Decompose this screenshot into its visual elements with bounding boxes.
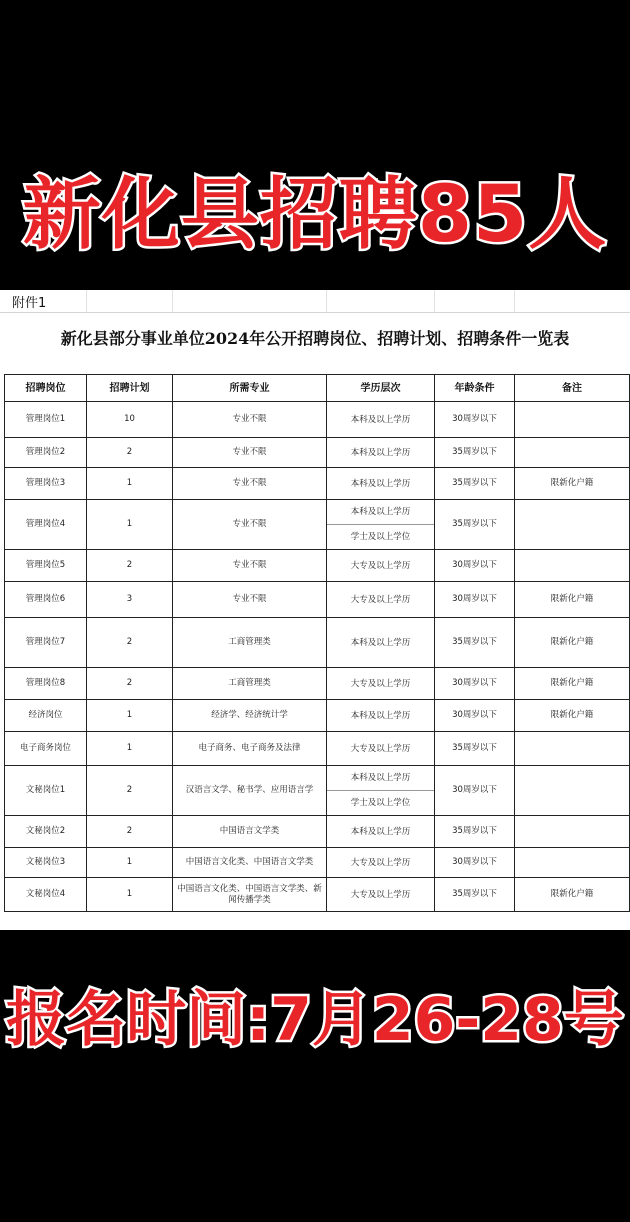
cell-note: 限新化户籍 xyxy=(515,468,630,500)
cell-age: 30周岁以下 xyxy=(435,766,515,816)
cell-post: 管理岗位3 xyxy=(5,468,87,500)
header-age: 年龄条件 xyxy=(435,375,515,402)
cell-post: 文秘岗位2 xyxy=(5,816,87,848)
table-row xyxy=(5,500,630,550)
cell-plan: 2 xyxy=(87,816,173,848)
cell-age: 35周岁以下 xyxy=(435,816,515,848)
cell-plan: 1 xyxy=(87,848,173,878)
cell-post: 管理岗位7 xyxy=(5,618,87,668)
education-level: 本科及以上学历 xyxy=(350,637,411,648)
header-note: 备注 xyxy=(515,375,630,402)
header-plan: 招聘计划 xyxy=(87,375,173,402)
cell-post: 经济岗位 xyxy=(5,700,87,732)
cell-major: 专业不限 xyxy=(173,500,327,550)
cell-post: 管理岗位6 xyxy=(5,582,87,618)
cell-major: 中国语言文学类 xyxy=(173,816,327,848)
cell-post: 文秘岗位3 xyxy=(5,848,87,878)
cell-note xyxy=(515,402,630,438)
education-level: 大专及以上学历 xyxy=(350,743,411,754)
recruitment-table xyxy=(4,374,630,912)
cell-note: 限新化户籍 xyxy=(515,668,630,700)
table-row xyxy=(5,402,630,438)
education-level: 本科及以上学历 xyxy=(350,773,411,783)
attachment-label: 附件1 xyxy=(12,296,47,311)
cell-education xyxy=(327,732,435,766)
cell-major: 中国语言文化类、中国语言文学类、新闻传播学类 xyxy=(173,878,327,912)
cell-post: 管理岗位5 xyxy=(5,550,87,582)
cell-plan: 1 xyxy=(87,700,173,732)
cell-education xyxy=(327,700,435,732)
table-body xyxy=(5,402,630,912)
education-level: 本科及以上学历 xyxy=(350,826,411,837)
cell-age: 35周岁以下 xyxy=(435,500,515,550)
cell-major: 汉语言文学、秘书学、应用语言学 xyxy=(173,766,327,816)
cell-note xyxy=(515,438,630,468)
cell-age: 30周岁以下 xyxy=(435,582,515,618)
education-level: 大专及以上学历 xyxy=(350,678,411,689)
cell-major: 专业不限 xyxy=(173,468,327,500)
header-post: 招聘岗位 xyxy=(5,375,87,402)
cell-note: 限新化户籍 xyxy=(515,700,630,732)
cell-age: 35周岁以下 xyxy=(435,468,515,500)
table-row xyxy=(5,668,630,700)
attachment-row xyxy=(0,290,630,313)
cell-note xyxy=(515,732,630,766)
table-header-row xyxy=(5,375,630,402)
cell-education xyxy=(327,668,435,700)
cell-plan: 1 xyxy=(87,732,173,766)
table-row xyxy=(5,618,630,668)
education-level: 本科及以上学历 xyxy=(350,447,411,458)
cell-plan: 2 xyxy=(87,618,173,668)
cell-plan: 2 xyxy=(87,766,173,816)
cell-education xyxy=(327,848,435,878)
cell-post: 管理岗位1 xyxy=(5,402,87,438)
cell-major: 经济学、经济统计学 xyxy=(173,700,327,732)
education-level: 大专及以上学历 xyxy=(350,594,411,605)
cell-plan: 2 xyxy=(87,668,173,700)
cell-note xyxy=(515,550,630,582)
top-banner: 新化县招聘85人 xyxy=(22,170,608,260)
header-major: 所需专业 xyxy=(173,375,327,402)
cell-education xyxy=(327,766,435,816)
table-row xyxy=(5,878,630,912)
cell-age: 35周岁以下 xyxy=(435,618,515,668)
header-education: 学历层次 xyxy=(327,375,435,402)
cell-post: 管理岗位2 xyxy=(5,438,87,468)
cell-education xyxy=(327,500,435,550)
cell-age: 35周岁以下 xyxy=(435,438,515,468)
education-level: 学士及以上学位 xyxy=(327,790,434,815)
cell-note: 限新化户籍 xyxy=(515,618,630,668)
table-row xyxy=(5,468,630,500)
cell-plan: 10 xyxy=(87,402,173,438)
cell-note: 限新化户籍 xyxy=(515,582,630,618)
cell-plan: 3 xyxy=(87,582,173,618)
cell-plan: 2 xyxy=(87,438,173,468)
cell-post: 管理岗位8 xyxy=(5,668,87,700)
cell-major: 工商管理类 xyxy=(173,668,327,700)
cell-note: 限新化户籍 xyxy=(515,878,630,912)
table-row xyxy=(5,582,630,618)
table-row xyxy=(5,816,630,848)
education-level: 本科及以上学历 xyxy=(350,478,411,489)
cell-major: 专业不限 xyxy=(173,438,327,468)
cell-age: 30周岁以下 xyxy=(435,848,515,878)
cell-age: 30周岁以下 xyxy=(435,402,515,438)
bottom-banner: 报名时间:7月26-28号 xyxy=(6,985,624,1055)
cell-education xyxy=(327,468,435,500)
cell-major: 电子商务、电子商务及法律 xyxy=(173,732,327,766)
table-row xyxy=(5,766,630,816)
cell-age: 35周岁以下 xyxy=(435,878,515,912)
cell-education xyxy=(327,438,435,468)
cell-age: 30周岁以下 xyxy=(435,550,515,582)
cell-education xyxy=(327,816,435,848)
cell-note xyxy=(515,848,630,878)
table-row xyxy=(5,848,630,878)
document-title: 新化县部分事业单位2024年公开招聘岗位、招聘计划、招聘条件一览表 xyxy=(60,328,570,348)
recruitment-sheet xyxy=(0,290,630,930)
cell-major: 中国语言文化类、中国语言文学类 xyxy=(173,848,327,878)
education-level: 大专及以上学历 xyxy=(350,857,411,868)
cell-major: 工商管理类 xyxy=(173,618,327,668)
cell-education xyxy=(327,550,435,582)
cell-note xyxy=(515,766,630,816)
cell-major: 专业不限 xyxy=(173,402,327,438)
cell-age: 30周岁以下 xyxy=(435,668,515,700)
cell-plan: 1 xyxy=(87,500,173,550)
cell-education xyxy=(327,878,435,912)
table-row xyxy=(5,700,630,732)
cell-education xyxy=(327,582,435,618)
cell-note xyxy=(515,816,630,848)
education-level: 大专及以上学历 xyxy=(350,560,411,571)
cell-post: 文秘岗位1 xyxy=(5,766,87,816)
cell-note xyxy=(515,500,630,550)
education-level: 大专及以上学历 xyxy=(350,889,411,900)
cell-age: 35周岁以下 xyxy=(435,732,515,766)
education-level: 学士及以上学位 xyxy=(327,524,434,549)
cell-plan: 1 xyxy=(87,468,173,500)
cell-plan: 1 xyxy=(87,878,173,912)
cell-post: 电子商务岗位 xyxy=(5,732,87,766)
cell-major: 专业不限 xyxy=(173,582,327,618)
cell-post: 管理岗位4 xyxy=(5,500,87,550)
cell-age: 30周岁以下 xyxy=(435,700,515,732)
table-row xyxy=(5,550,630,582)
table-row xyxy=(5,732,630,766)
education-level: 本科及以上学历 xyxy=(350,414,411,425)
table-row xyxy=(5,438,630,468)
cell-education xyxy=(327,618,435,668)
cell-major: 专业不限 xyxy=(173,550,327,582)
education-level: 本科及以上学历 xyxy=(350,507,411,517)
cell-plan: 2 xyxy=(87,550,173,582)
cell-post: 文秘岗位4 xyxy=(5,878,87,912)
cell-education xyxy=(327,402,435,438)
education-level: 本科及以上学历 xyxy=(350,710,411,721)
